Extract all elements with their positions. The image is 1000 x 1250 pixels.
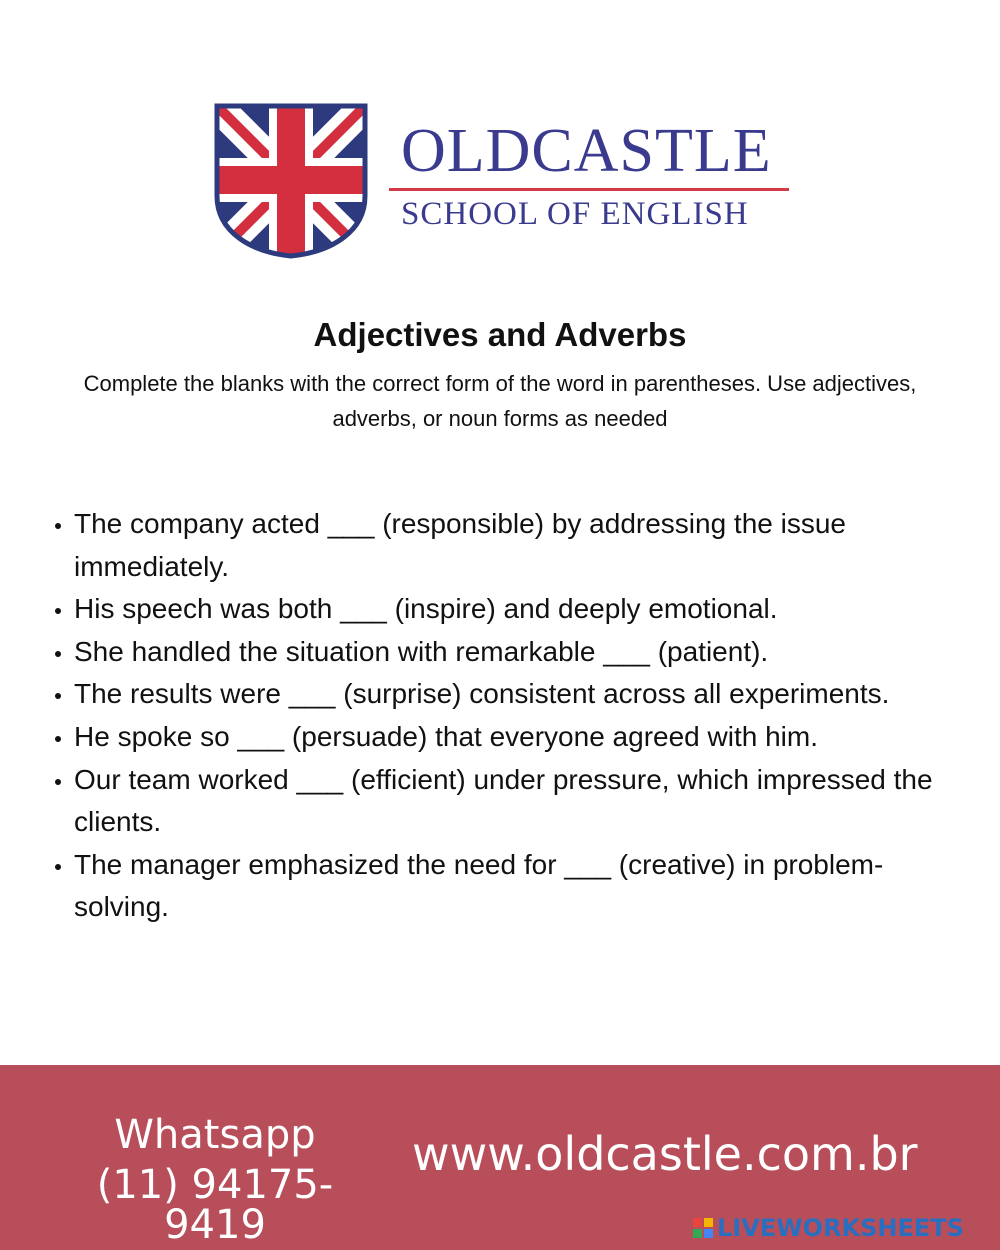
exercise-item-1: The company acted ___ (responsible) by addressing the issue immediately. (74, 503, 974, 588)
exercise-item-2: His speech was both ___ (inspire) and deeply emotional. (74, 588, 974, 631)
exercise-item-6: Our team worked ___ (efficient) under pressure, which impressed the clients. (74, 759, 974, 844)
whatsapp-number: (11) 94175-9419 (96, 1162, 334, 1248)
logo-subtitle: SCHOOL OF ENGLISH (401, 196, 749, 232)
liveworksheets-logo-icon (693, 1218, 713, 1238)
logo-divider (389, 188, 789, 191)
exercise-item-4: The results were ___ (surprise) consistent across all experiments. (74, 673, 974, 716)
exercise-item-7: The manager emphasized the need for ___ (creative) in problem-solving. (74, 844, 974, 929)
worksheet-instructions: Complete the blanks with the correct form of the word in parentheses. Use adjectives, adverbs, or noun forms as needed (83, 371, 917, 431)
exercise-item-5: He spoke so ___ (persuade) that everyone agreed with him. (74, 716, 974, 759)
logo-school-name: OLDCASTLE (401, 117, 772, 185)
exercise-list (74, 503, 974, 929)
worksheet-title: Adjectives and Adverbs (313, 316, 687, 353)
union-jack-shield-icon (211, 100, 371, 260)
liveworksheets-text: LIVEWORKSHEETS (717, 1214, 964, 1242)
website-url: www.oldcastle.com.br (412, 1127, 918, 1181)
exercise-item-3: She handled the situation with remarkable ___ (patient). (74, 631, 974, 674)
liveworksheets-watermark (693, 1215, 964, 1241)
whatsapp-label: Whatsapp (114, 1112, 316, 1158)
school-logo (211, 100, 791, 260)
